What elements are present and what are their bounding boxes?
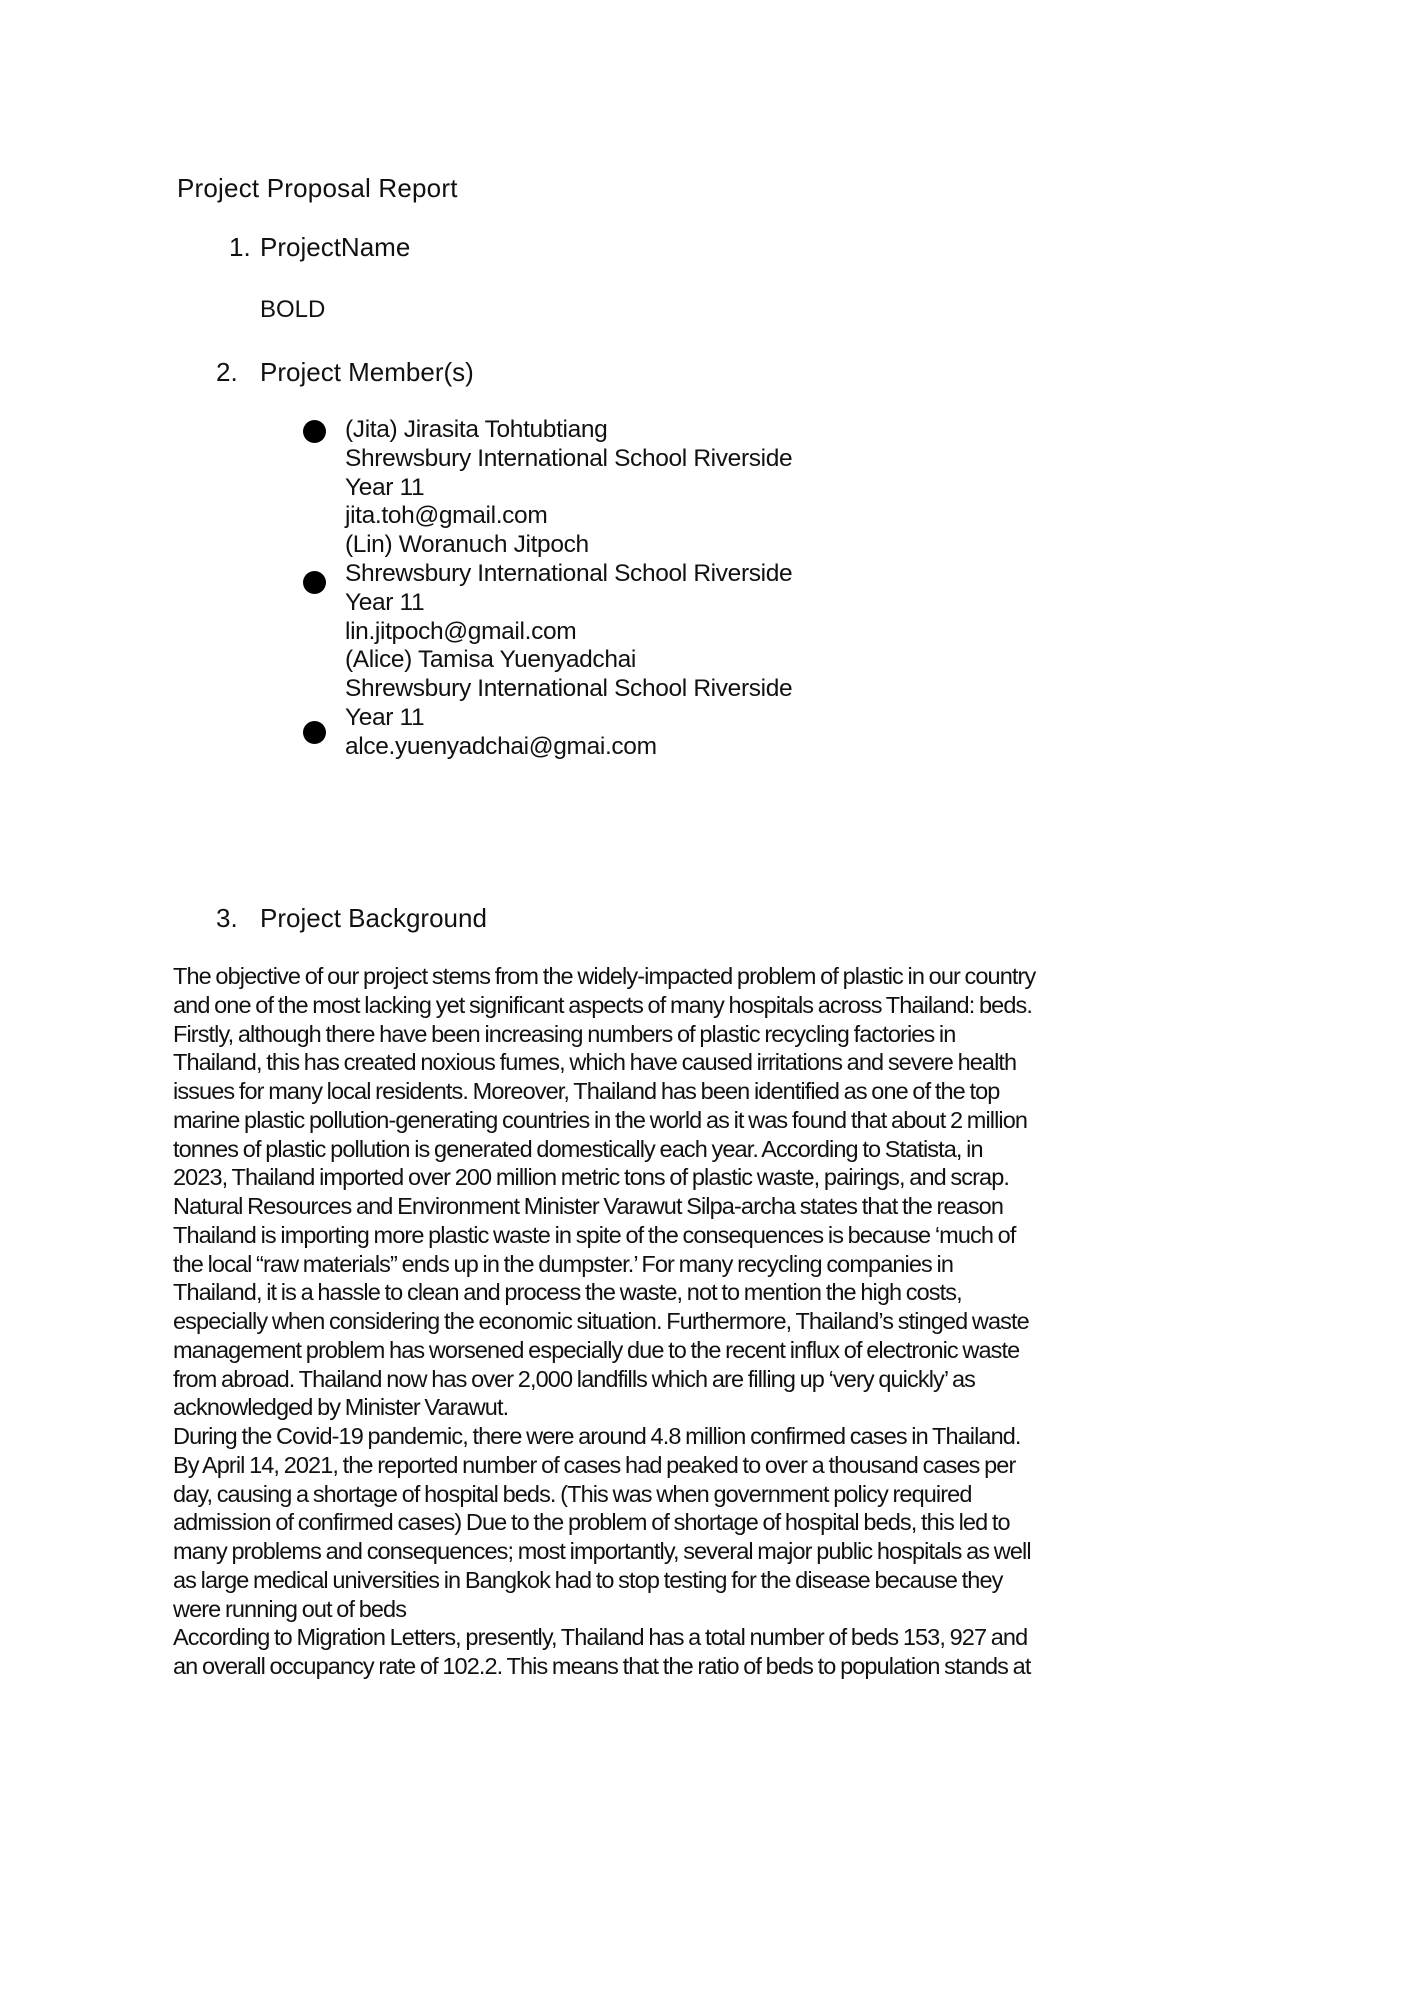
text-line: the local “raw materials” ends up in the dumpster.’ For many recycling companies in — [173, 1250, 953, 1277]
member-school: Shrewsbury International School Riverside — [345, 675, 793, 703]
text-line: from abroad. Thailand now has over 2,000 landfills which are filling up ‘very quickly’ as — [173, 1365, 975, 1392]
member-year: Year 11 — [345, 703, 425, 731]
text-line: By April 14, 2021, the reported number of cases had peaked to over a thousand cases per — [173, 1451, 1016, 1478]
text-line: Thailand, it is a hassle to clean and process the waste, not to mention the high costs, — [173, 1279, 962, 1306]
member-year: Year 11 — [345, 588, 425, 616]
background-paragraph — [173, 962, 1293, 1681]
section-1-number: 1. — [229, 232, 251, 262]
text-line: Natural Resources and Environment Minister Varawut Silpa-archa states that the reason — [173, 1193, 1004, 1219]
text-line: especially when considering the economic situation. Furthermore, Thailand’s stinged waste — [173, 1308, 1029, 1334]
member-name: (Alice) Tamisa Yuenyadchai — [345, 646, 636, 674]
section-3-heading: Project Background — [260, 903, 487, 933]
member-email: lin.jitpoch@gmail.com — [345, 617, 577, 645]
member-school: Shrewsbury International School Riverside — [345, 559, 793, 587]
member-email: jita.toh@gmail.com — [345, 502, 548, 530]
text-line: The objective of our project stems from the widely-impacted problem of plastic in our country — [173, 963, 1036, 989]
text-line: acknowledged by Minister Varawut. — [173, 1394, 509, 1421]
section-2-number: 2. — [216, 357, 238, 387]
member-email: alce.yuenyadchai@gmai.com — [345, 732, 657, 760]
text-line: were running out of beds — [173, 1595, 407, 1622]
text-line: an overall occupancy rate of 102.2. This means that the ratio of beds to population stands at — [173, 1653, 1031, 1679]
bullet-icon — [303, 721, 326, 744]
text-line: During the Covid-19 pandemic, there were around 4.8 million confirmed cases in Thailand. — [173, 1423, 1021, 1449]
text-line: management problem has worsened especially due to the recent influx of electronic waste — [173, 1336, 1020, 1363]
section-1-heading: ProjectName — [260, 232, 411, 262]
member-school: Shrewsbury International School Riverside — [345, 444, 793, 472]
text-line: many problems and consequences; most importantly, several major public hospitals as well — [173, 1538, 1031, 1564]
member-name: (Lin) Woranuch Jitpoch — [345, 531, 589, 559]
text-line: According to Migration Letters, presently, Thailand has a total number of beds 153, 927 and — [173, 1624, 1028, 1651]
document-title: Project Proposal Report — [177, 173, 458, 203]
section-2-heading: Project Member(s) — [260, 357, 474, 387]
member-year: Year 11 — [345, 473, 425, 501]
text-line: tonnes of plastic pollution is generated domestically each year. According to Statista, in — [173, 1135, 983, 1162]
text-line: issues for many local residents. Moreover, Thailand has been identified as one of the top — [173, 1078, 1000, 1104]
bullet-icon — [303, 571, 326, 594]
text-line: Thailand, this has created noxious fumes, which have caused irritations and severe health — [173, 1049, 1017, 1076]
text-line: 2023, Thailand imported over 200 million metric tons of plastic waste, pairings, and scrap. — [173, 1164, 1010, 1191]
text-line: admission of confirmed cases) Due to the problem of shortage of hospital beds, this led to — [173, 1509, 1010, 1536]
text-line: Thailand is importing more plastic waste in spite of the consequences is because ‘much of — [173, 1221, 1016, 1248]
text-line: day, causing a shortage of hospital beds. (This was when government policy required — [173, 1480, 972, 1507]
project-name-value: BOLD — [260, 296, 326, 323]
member-list — [345, 416, 792, 762]
text-line: and one of the most lacking yet significant aspects of many hospitals across Thailand: beds. — [173, 991, 1032, 1018]
text-line: Firstly, although there have been increasing numbers of plastic recycling factories in — [173, 1020, 956, 1047]
bullet-icon — [303, 420, 326, 443]
text-line: marine plastic pollution-generating countries in the world as it was found that about 2 million — [173, 1106, 1028, 1133]
section-3-number: 3. — [216, 903, 238, 933]
text-line: as large medical universities in Bangkok had to stop testing for the disease because they — [173, 1566, 1003, 1593]
member-name: (Jita) Jirasita Tohtubtiang — [345, 416, 608, 443]
